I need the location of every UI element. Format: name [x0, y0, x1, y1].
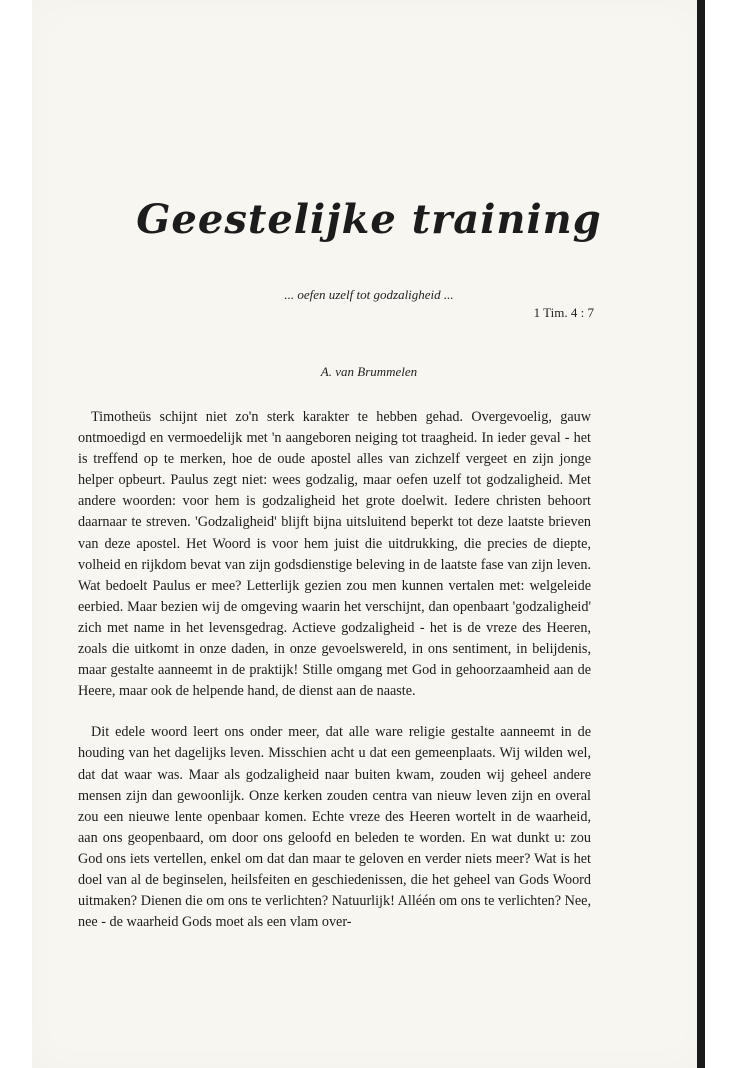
- paragraph-1: Timotheüs schijnt niet zo'n sterk karakter te hebben gehad. Overgevoelig, gauw ontmoedigd en vermoedelijk met 'n aangeboren neiging tot traagheid. In ieder geval - het is treffend op te merken, hoe de oude apostel alles van zichzelf vergeet en zijn jonge helper opbeurt. Paulus zegt niet: wees godzalig, maar oefen uzelf tot godzaligheid. Met andere woorden: voor hem is godzaligheid het grote doelwit. Iedere christen behoort daarnaar te streven. 'Godzaligheid' blijft bijna uitsluitend beperkt tot deze laatste brieven van deze apostel. Het Woord is voor hem juist die uitdrukking, die precies de diepte, volheid en rijkdom bevat van zijn godsdienstige beleving in de laatste fase van zijn leven. Wat bedoelt Paulus er mee? Letterlijk gezien zou men kunnen vertalen met: welgeleide eerbied. Maar bezien wij de omgeving waarin het verschijnt, dan openbaart 'godzaligheid' zich met name in het levensgedrag. Actieve godzaligheid - het is de vreze des Heeren, zoals die uitkomt in onze daden, in onze gevoelswereld, in ons sentiment, in belijdenis, maar gestalte aanneemt in de praktijk! Stille omgang met God in gehoorzaamheid aan de Heere, maar ook de helpende hand, de dienst aan de naaste.: [78, 409, 591, 700]
- epigraph: ... oefen uzelf tot godzaligheid ...: [284, 287, 454, 302]
- bible-reference: 1 Tim. 4 : 7: [533, 305, 594, 320]
- author-name: A. van Brummelen: [320, 364, 418, 379]
- article-body: [78, 407, 591, 933]
- paragraph-2: Dit edele woord leert ons onder meer, dat alle ware religie gestalte aanneemt in de houding van het dagelijks leven. Misschien acht u dat een gemeenplaats. Wij wilden wel, dat dat waar was. Maar als godzaligheid naar buiten kwam, zouden wij geheel andere mensen zijn dan gewoonlijk. Onze kerken zouden centra van nieuw leven zijn en overal zou een nieuwe lente openbaar komen. Echte vreze des Heeren wortelt in de waarheid, aan ons geopenbaard, om door ons geloofd en beleden te worden. En wat dunkt u: zou God ons iets vertellen, enkel om dat dan maar te geloven en verder niets meer? Wat is het doel van al de beginselen, heilsfeiten en geschiedenissen, die het geheel van Gods Woord uitmaken? Dienen die om ons te verlichten? Natuurlijk! Alléén om ons te verlichten? Nee, nee - de waarheid Gods moet als een vlam over-: [78, 724, 591, 931]
- article-title: Geestelijke training: [136, 196, 602, 243]
- page-edge-shadow: [697, 0, 705, 1068]
